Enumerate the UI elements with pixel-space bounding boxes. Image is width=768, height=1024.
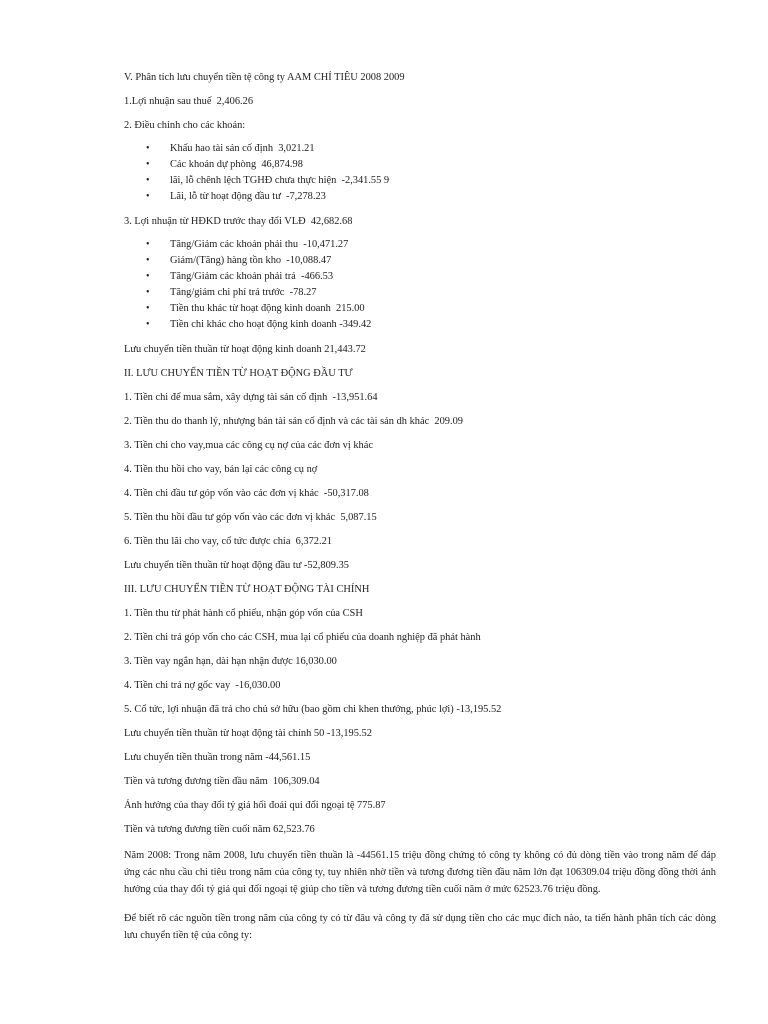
analysis-paragraph: Để biết rõ các nguồn tiền trong năm của công ty có từ đâu và công ty đã sử dụng tiền cho các mục đích nào, ta tiến hành phân tích các dòng lưu chuyển tiền tệ của công ty: — [124, 913, 716, 941]
financing-item: 3. Tiền vay ngắn hạn, dài hạn nhận được 16,030.00 — [124, 656, 337, 667]
document-page — [124, 71, 716, 956]
investing-item: 4. Tiền chi đầu tư góp vốn vào các đơn vị khác -50,317.08 — [124, 488, 369, 499]
profit-after-tax: 1.Lợi nhuận sau thuế 2,406.26 — [124, 96, 254, 107]
financing-net-cash: Lưu chuyển tiền thuần từ hoạt động tài chính 50 -13,195.52 — [124, 728, 372, 739]
document-title: V. Phân tích lưu chuyển tiền tệ công ty AAM CHỈ TIÊU 2008 2009 — [124, 72, 405, 83]
financing-item: 4. Tiền chi trả nợ gốc vay -16,030.00 — [124, 680, 281, 691]
working-capital-changes-list — [124, 237, 716, 333]
operating-net-cash: Lưu chuyển tiền thuần từ hoạt động kinh doanh 21,443.72 — [124, 344, 366, 355]
summary-line: Lưu chuyển tiền thuần trong năm -44,561.15 — [124, 752, 311, 763]
investing-item: 5. Tiền thu hồi đầu tư góp vốn vào các đơn vị khác 5,087.15 — [124, 512, 377, 523]
list-item: • Tiền chi khác cho hoạt động kinh doanh -349.42 — [124, 317, 716, 333]
investing-item: 3. Tiền chi cho vay,mua các công cụ nợ của các đơn vị khác — [124, 440, 373, 451]
list-item: • lãi, lỗ chênh lệch TGHĐ chưa thực hiện -2,341.55 9 — [124, 173, 716, 189]
adjustments-list — [124, 141, 716, 205]
summary-line: Tiền và tương đương tiền đầu năm 106,309.04 — [124, 776, 320, 787]
list-item: • Tăng/Giảm các khoản phải trả -466.53 — [124, 269, 716, 285]
adjustments-heading: 2. Điều chỉnh cho các khoản: — [124, 120, 246, 131]
financing-heading: III. LƯU CHUYỂN TIỀN TỪ HOẠT ĐỘNG TÀI CHÍNH — [124, 584, 370, 595]
investing-item: 1. Tiền chi để mua sắm, xây dựng tài sản cố định -13,951.64 — [124, 392, 378, 403]
operating-profit-before-wc: 3. Lợi nhuận từ HĐKD trước thay đổi VLĐ 42,682.68 — [124, 216, 353, 227]
investing-item: 6. Tiền thu lãi cho vay, cổ tức được chia 6,372.21 — [124, 536, 332, 547]
list-item: • Lãi, lỗ từ hoạt động đầu tư -7,278.23 — [124, 189, 716, 205]
investing-net-cash: Lưu chuyển tiền thuần từ hoạt động đầu tư -52,809.35 — [124, 560, 349, 571]
list-item: • Tăng/giảm chi phí trả trước -78.27 — [124, 285, 716, 301]
investing-heading: II. LƯU CHUYỂN TIỀN TỪ HOẠT ĐỘNG ĐẦU TƯ — [124, 368, 353, 379]
summary-line: Ảnh hưởng của thay đổi tỷ giá hối đoái qui đổi ngoại tệ 775.87 — [124, 800, 386, 811]
financing-item: 2. Tiền chi trả góp vốn cho các CSH, mua lại cổ phiếu của doanh nghiệp đã phát hành — [124, 632, 481, 643]
list-item: • Các khoản dự phòng 46,874.98 — [124, 157, 716, 173]
list-item: • Khấu hao tài sản cố định 3,021.21 — [124, 141, 716, 157]
financing-item: 5. Cổ tức, lợi nhuận đã trả cho chủ sở hữu (bao gồm chi khen thưởng, phúc lợi) -13,195.52 — [124, 704, 502, 715]
investing-item: 2. Tiền thu do thanh lý, nhượng bán tài sản cố định và các tài sản dh khác 209.09 — [124, 416, 463, 427]
list-item: • Giảm/(Tăng) hàng tồn kho -10,088.47 — [124, 253, 716, 269]
summary-line: Tiền và tương đương tiền cuối năm 62,523.76 — [124, 824, 315, 835]
financing-item: 1. Tiền thu từ phát hành cổ phiếu, nhận góp vốn của CSH — [124, 608, 363, 619]
analysis-paragraph: Năm 2008: Trong năm 2008, lưu chuyển tiền thuần là -44561.15 triệu đồng chứng tỏ công ty không có đủ dòng tiền vào trong năm để đáp ứng các nhu cầu chi tiêu trong năm của công ty, tuy nhiên nhờ tiền và tương đương tiền đầu năm lớn đạt 106309.04 triệu đồng đồng thời ảnh hưởng của thay đổi tỷ giá qui đổi ngoại tệ giúp cho tiền và tương đương tiền cuối năm ở mức 62523.76 triệu đồng. — [124, 850, 716, 895]
list-item: • Tiền thu khác từ hoạt động kinh doanh 215.00 — [124, 301, 716, 317]
list-item: • Tăng/Giảm các khoản phải thu -10,471.27 — [124, 237, 716, 253]
investing-item: 4. Tiền thu hồi cho vay, bán lại các công cụ nợ — [124, 464, 318, 475]
